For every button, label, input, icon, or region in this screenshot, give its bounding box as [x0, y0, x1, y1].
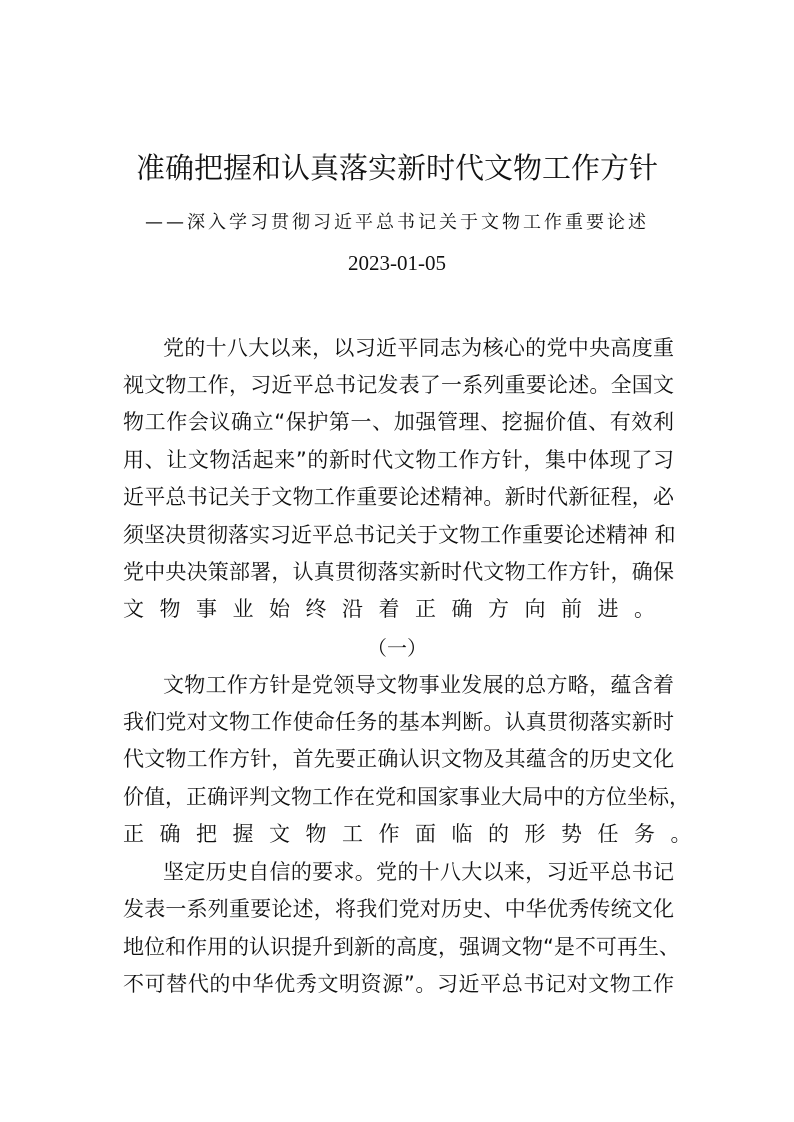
- text-line: 文物工作方针是党领导文物事业发展的总方略，蕴含着: [163, 673, 674, 697]
- text-line: 代文物工作方针，首先要正确认识文物及其蕴含的历史文化: [123, 747, 674, 771]
- text-line: 文物事业始终沿着正确方向前进。: [123, 597, 671, 621]
- text-line: 党的十八大以来，以习近平同志为核心的党中央高度重: [163, 336, 674, 360]
- text-line: 不可替代的中华优秀文明资源”。习近平总书记对文物工作: [123, 972, 674, 996]
- text-line: 价值，正确评判文物工作在党和国家事业大局中的方位坐标，: [123, 785, 690, 809]
- text-line: 我们党对文物工作使命任务的基本判断。认真贯彻落实新时: [123, 710, 674, 734]
- document-date: 2023-01-05: [348, 251, 446, 275]
- text-line: 坚定历史自信的要求。党的十八大以来，习近平总书记: [163, 860, 674, 884]
- text-line: 地位和作用的认识提升到新的高度，强调文物“是不可再生、: [123, 935, 680, 959]
- document-subtitle: ——深入学习贯彻习近平总书记关于文物工作重要论述: [145, 212, 649, 233]
- text-line: 须坚决贯彻落实习近平总书记关于文物工作重要论述精神 和: [123, 523, 676, 547]
- text-line: 党中央决策部署，认真贯彻落实新时代文物工作方针，确保: [123, 560, 674, 584]
- text-line: 用、让文物活起来”的新时代文物工作方针，集中体现了习: [123, 448, 674, 472]
- text-line: 近平总书记关于文物工作重要论述精神。新时代新征程，必: [123, 485, 674, 509]
- document-title: 准确把握和认真落实新时代文物工作方针: [135, 151, 658, 185]
- text-line: 物工作会议确立“保护第一、加强管理、挖掘价值、有效利: [123, 410, 674, 434]
- text-line: 视文物工作，习近平总书记发表了一系列重要论述。全国文: [123, 373, 674, 397]
- text-line: 发表一系列重要论述，将我们党对历史、中华优秀传统文化: [123, 897, 674, 921]
- text-line: 正确把握文物工作面临的形势任务。: [123, 822, 707, 846]
- section-heading: （一）: [367, 636, 427, 660]
